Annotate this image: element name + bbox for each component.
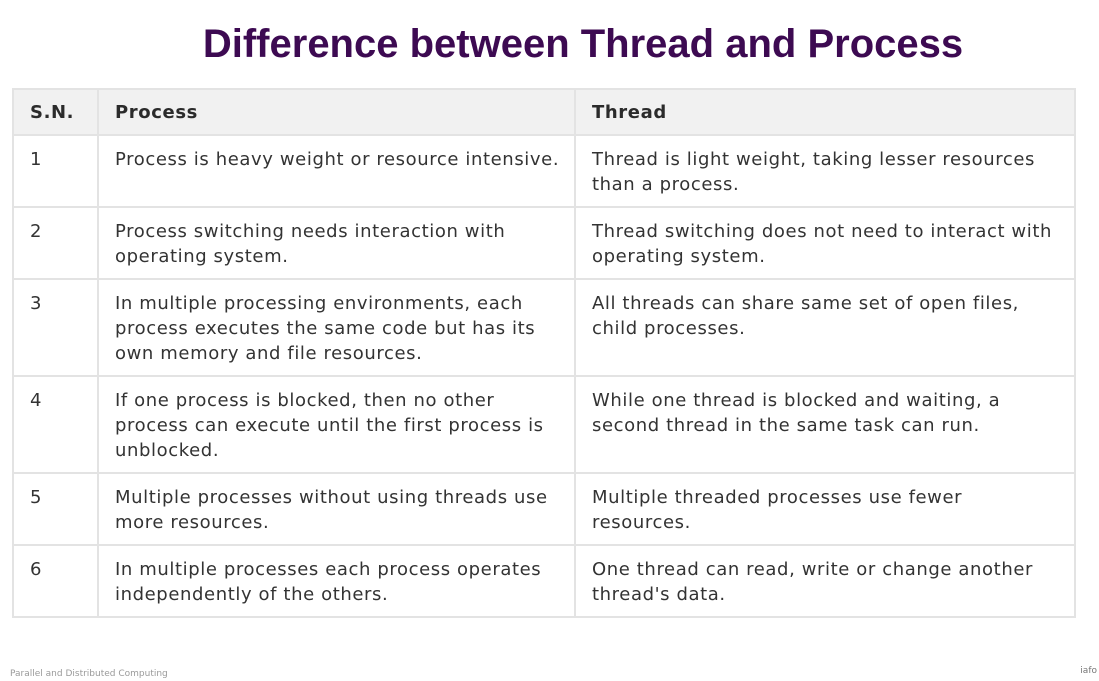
table-row — [13, 545, 1075, 617]
cell-process: In multiple processes each process operates independently of the others. — [98, 545, 575, 617]
cell-process: In multiple processing environments, each process executes the same code but has its own memory and file resources. — [98, 279, 575, 376]
cell-thread: All threads can share same set of open files, child processes. — [575, 279, 1075, 376]
footer-course-label: Parallel and Distributed Computing — [10, 669, 168, 679]
cell-process: Multiple processes without using threads use more resources. — [98, 473, 575, 545]
page-title: Difference between Thread and Process — [202, 22, 964, 66]
table-header-row — [13, 89, 1075, 135]
header-thread: Thread — [575, 89, 1075, 135]
cell-thread: Thread switching does not need to interact with operating system. — [575, 207, 1075, 279]
cell-sn: 4 — [13, 376, 98, 473]
cell-sn: 1 — [13, 135, 98, 207]
cell-process: Process switching needs interaction with operating system. — [98, 207, 575, 279]
cell-process: Process is heavy weight or resource intensive. — [98, 135, 575, 207]
table-row — [13, 207, 1075, 279]
table-row — [13, 473, 1075, 545]
header-process: Process — [98, 89, 575, 135]
cell-thread: Thread is light weight, taking lesser resources than a process. — [575, 135, 1075, 207]
cell-sn: 3 — [13, 279, 98, 376]
cell-sn: 5 — [13, 473, 98, 545]
comparison-table — [12, 88, 1076, 618]
table-row — [13, 135, 1075, 207]
footer-watermark: iafo — [1080, 666, 1097, 676]
cell-sn: 6 — [13, 545, 98, 617]
cell-thread: One thread can read, write or change another thread's data. — [575, 545, 1075, 617]
comparison-table-container — [12, 88, 1074, 618]
cell-thread: Multiple threaded processes use fewer resources. — [575, 473, 1075, 545]
cell-sn: 2 — [13, 207, 98, 279]
table-row — [13, 376, 1075, 473]
table-row — [13, 279, 1075, 376]
header-sn: S.N. — [13, 89, 98, 135]
cell-process: If one process is blocked, then no other process can execute until the first process is unblocked. — [98, 376, 575, 473]
cell-thread: While one thread is blocked and waiting, a second thread in the same task can run. — [575, 376, 1075, 473]
